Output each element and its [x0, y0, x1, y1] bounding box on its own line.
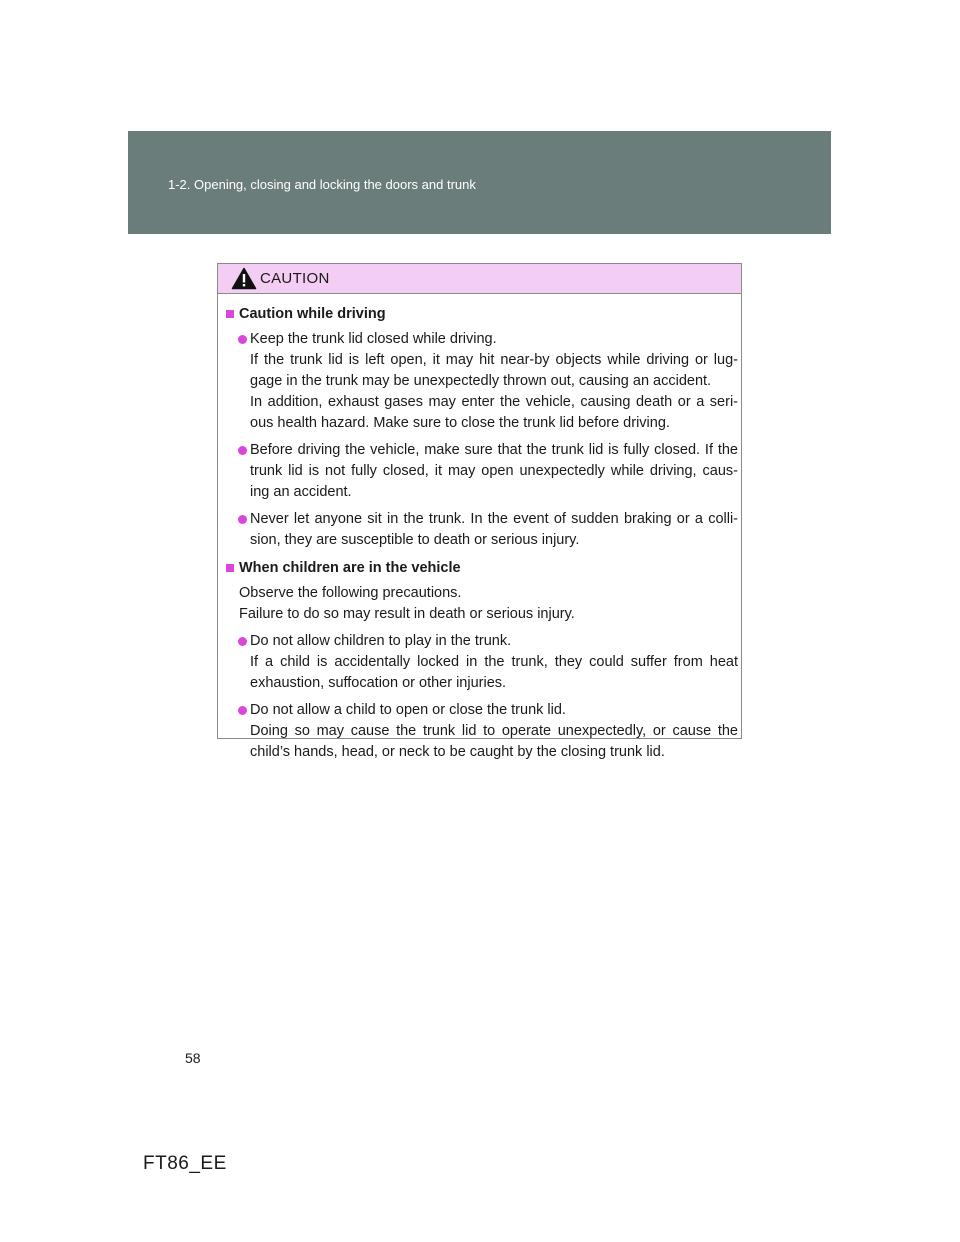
- caution-body: [218, 294, 741, 770]
- section-heading: Caution while driving: [218, 304, 738, 325]
- section-title: 1-2. Opening, closing and locking the doors and trunk: [168, 177, 476, 192]
- page-number: 58: [185, 1050, 201, 1066]
- list-item: Never let anyone sit in the trunk. In the event of sudden braking or a colli- sion, they are susceptible to death or serious injury.: [218, 509, 738, 551]
- section-intro: Observe the following precautions. Failure to do so may result in death or serious injury.: [239, 585, 575, 622]
- caution-section-driving: [218, 304, 738, 551]
- list-item: Do not allow children to play in the trunk. If a child is accidentally locked in the trunk, they could suffer from heat exhaustion, suffocation or other injuries.: [218, 631, 738, 694]
- warning-triangle-icon: [231, 267, 257, 290]
- square-bullet-icon: [226, 310, 234, 318]
- round-bullet-icon: [238, 637, 247, 646]
- caution-section-children: [218, 558, 738, 763]
- caution-box: [217, 263, 742, 760]
- list-item: Do not allow a child to open or close the trunk lid. Doing so may cause the trunk lid to operate unexpectedly, or cause the child’s hands, head, or neck to be caught by the closing trunk lid.: [218, 700, 738, 763]
- round-bullet-icon: [238, 706, 247, 715]
- document-code: FT86_EE: [143, 1153, 227, 1174]
- round-bullet-icon: [238, 515, 247, 524]
- caution-label: CAUTION: [260, 270, 330, 287]
- square-bullet-icon: [226, 564, 234, 572]
- round-bullet-icon: [238, 335, 247, 344]
- list-item: Before driving the vehicle, make sure that the trunk lid is fully closed. If the trunk lid is not fully closed, it may open unexpectedly while driving, caus- ing an accident.: [218, 440, 738, 503]
- caution-header: [218, 264, 741, 294]
- list-item: Keep the trunk lid closed while driving. If the trunk lid is left open, it may hit near-by objects while driving or lug- gage in the trunk may be unexpectedly thrown out, causing an accident. In addition, exhaust gases may enter the vehicle, causing death or a seri- ous health hazard. Make sure to close the trunk lid before driving.: [218, 329, 738, 434]
- chapter-header-band: [128, 131, 831, 234]
- section-heading: When children are in the vehicle: [218, 558, 738, 579]
- round-bullet-icon: [238, 446, 247, 455]
